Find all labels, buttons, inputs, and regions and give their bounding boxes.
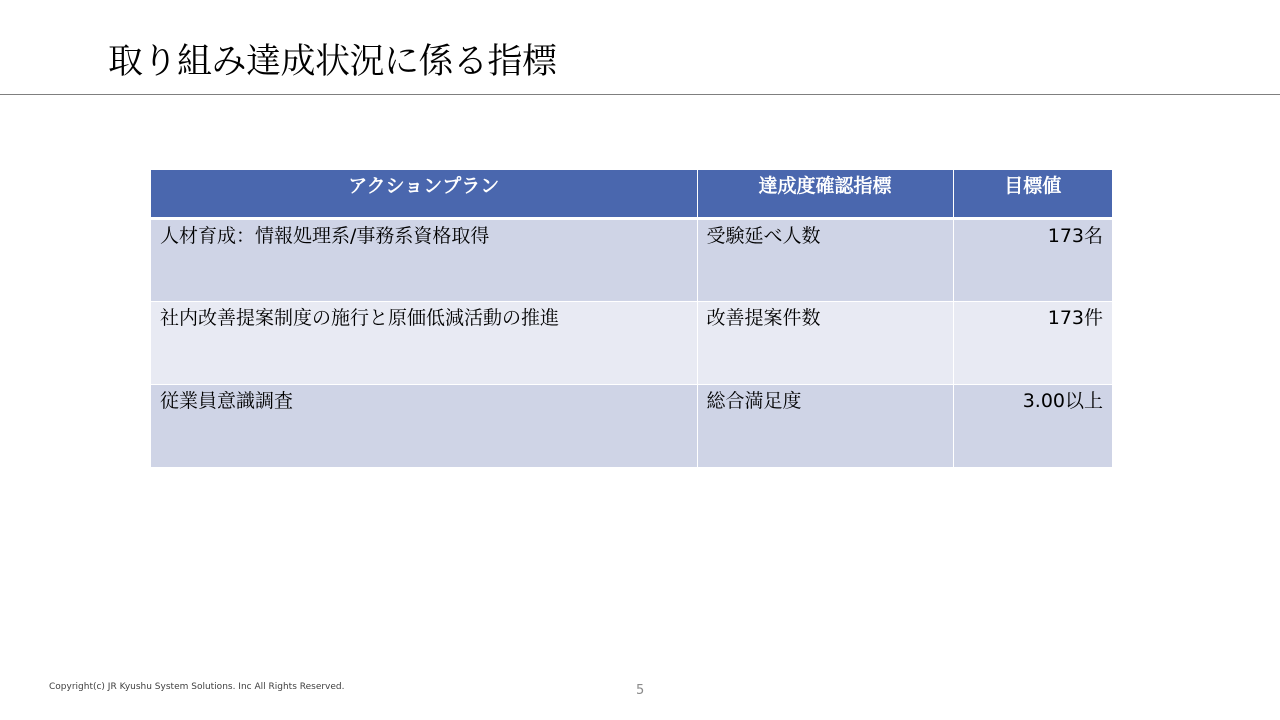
table-header-row	[151, 170, 1112, 218]
cell-indicator: 改善提案件数	[697, 301, 953, 384]
table-row	[151, 384, 1112, 467]
cell-target: 173名	[953, 218, 1112, 301]
cell-indicator: 総合満足度	[697, 384, 953, 467]
cell-action-plan: 人材育成：情報処理系/事務系資格取得	[151, 218, 697, 301]
cell-indicator: 受験延べ人数	[697, 218, 953, 301]
copyright-notice: Copyright(c) JR Kyushu System Solutions. Inc All Rights Reserved.	[49, 682, 345, 692]
slide-title: 取り組み達成状況に係る指標	[108, 42, 557, 82]
header-indicator: 達成度確認指標	[697, 170, 953, 218]
table-row	[151, 218, 1112, 301]
cell-target: 3.00以上	[953, 384, 1112, 467]
page-number: 5	[636, 683, 645, 698]
header-target: 目標値	[953, 170, 1112, 218]
cell-action-plan: 社内改善提案制度の施行と原価低減活動の推進	[151, 301, 697, 384]
kpi-table	[151, 170, 1112, 468]
table-row	[151, 301, 1112, 384]
cell-action-plan: 従業員意識調査	[151, 384, 697, 467]
header-action-plan: アクションプラン	[151, 170, 697, 218]
title-divider	[0, 94, 1280, 95]
cell-target: 173件	[953, 301, 1112, 384]
